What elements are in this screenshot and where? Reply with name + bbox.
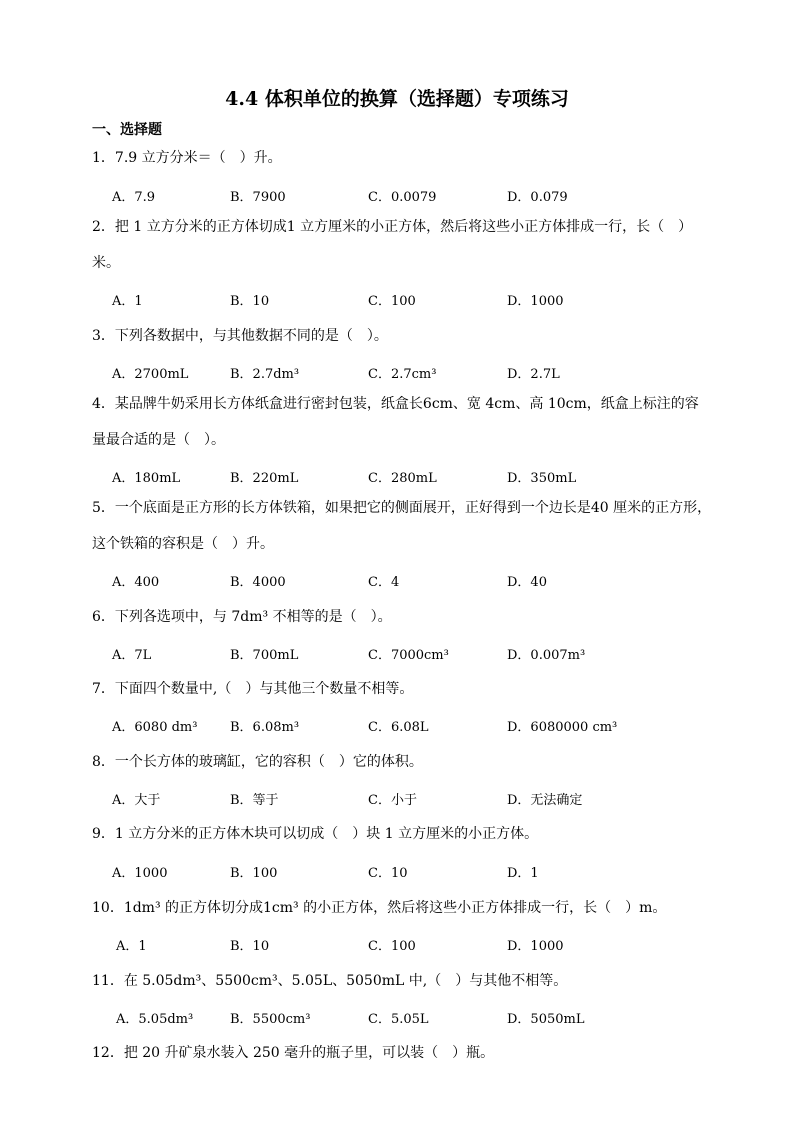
option-b[interactable]: B．6.08m³ <box>230 720 300 735</box>
question-text: 9．1 立方分米的正方体木块可以切成（ ）块 1 立方厘米的小正方体。 <box>92 826 539 842</box>
question-text: 10．1dm³ 的正方体切分成1cm³ 的小正方体，然后将这些小正方体排成一行，长（ ）m。 <box>92 900 667 916</box>
option-a[interactable]: A．1000 <box>112 866 168 881</box>
option-a[interactable]: A．400 <box>112 575 160 590</box>
option-row <box>116 1008 716 1032</box>
option-a[interactable]: A．5.05dm³ <box>116 1012 194 1027</box>
option-b[interactable]: B．220mL <box>230 471 299 486</box>
option-row <box>112 789 712 813</box>
option-b[interactable]: B．等于 <box>230 793 279 808</box>
question-text: 3．下列各数据中，与其他数据不同的是（ ）。 <box>92 328 388 344</box>
option-d[interactable]: D．无法确定 <box>507 793 583 808</box>
option-c[interactable]: C．4 <box>368 575 400 590</box>
option-d[interactable]: D．5050mL <box>507 1012 585 1027</box>
option-row <box>112 467 712 491</box>
option-c[interactable]: C．小于 <box>368 793 417 808</box>
option-c[interactable]: C．5.05L <box>368 1012 429 1027</box>
option-a[interactable]: A．6080 dm³ <box>112 720 198 735</box>
option-c[interactable]: C．280mL <box>368 471 437 486</box>
option-d[interactable]: D．1000 <box>507 939 564 954</box>
option-d[interactable]: D．1 <box>507 866 539 881</box>
option-c[interactable]: C．6.08L <box>368 720 429 735</box>
option-b[interactable]: B．4000 <box>230 575 286 590</box>
option-d[interactable]: D．0.007m³ <box>507 648 586 663</box>
option-a[interactable]: A．180mL <box>112 471 181 486</box>
question-text: 6．下列各选项中，与 7dm³ 不相等的是（ ）。 <box>92 609 392 625</box>
option-a[interactable]: A．2700mL <box>112 367 189 382</box>
option-row <box>112 716 712 740</box>
option-row <box>112 644 712 668</box>
question-text: 8．一个长方体的玻璃缸，它的容积（ ）它的体积。 <box>92 754 423 770</box>
option-b[interactable]: B．10 <box>230 939 270 954</box>
option-d[interactable]: D．350mL <box>507 471 577 486</box>
question-text: 11．在 5.05dm³、5500cm³、5.05L、5050mL 中,（ ）与其他不相等。 <box>92 973 568 989</box>
question-text: 1．7.9 立方分米＝（ ）升。 <box>92 150 282 166</box>
question-text: 12．把 20 升矿泉水装入 250 毫升的瓶子里，可以装（ ）瓶。 <box>92 1045 495 1061</box>
option-d[interactable]: D．2.7L <box>507 367 560 382</box>
option-row <box>112 571 712 595</box>
option-a[interactable]: A．7L <box>112 648 152 663</box>
option-row <box>112 290 712 314</box>
option-b[interactable]: B．700mL <box>230 648 299 663</box>
option-row <box>112 186 712 210</box>
option-d[interactable]: D．40 <box>507 575 547 590</box>
question-text: 7．下面四个数量中,（ ）与其他三个数量不相等。 <box>92 681 414 697</box>
option-d[interactable]: D．0.079 <box>507 190 568 205</box>
option-c[interactable]: C．100 <box>368 939 416 954</box>
option-d[interactable]: D．6080000 cm³ <box>507 720 618 735</box>
option-a[interactable]: A．7.9 <box>112 190 156 205</box>
page-title: 4.4 体积单位的换算（选择题）专项练习 <box>225 88 569 110</box>
question-text: 2．把 1 立方分米的正方体切成1 立方厘米的小正方体，然后将这些小正方体排成一行，长（ ）米。 <box>92 219 693 271</box>
option-b[interactable]: B．2.7dm³ <box>230 367 300 382</box>
option-b[interactable]: B．7900 <box>230 190 286 205</box>
option-row <box>112 363 712 387</box>
option-c[interactable]: C．7000cm³ <box>368 648 449 663</box>
option-b[interactable]: B．10 <box>230 294 270 309</box>
question-text: 5．一个底面是正方形的长方体铁箱，如果把它的侧面展开，正好得到一个边长是40 厘米的正方形，这个铁箱的容积是（ ）升。 <box>92 500 712 552</box>
option-c[interactable]: C．2.7cm³ <box>368 367 437 382</box>
option-b[interactable]: B．5500cm³ <box>230 1012 311 1027</box>
option-c[interactable]: C．0.0079 <box>368 190 437 205</box>
option-row <box>116 935 716 959</box>
option-d[interactable]: D．1000 <box>507 294 564 309</box>
option-c[interactable]: C．10 <box>368 866 408 881</box>
question-text: 4．某品牌牛奶采用长方体纸盒进行密封包装，纸盒长6cm、宽 4cm、高 10cm，纸盒上标注的容量最合适的是（ ）。 <box>92 396 699 448</box>
section-heading: 一、选择题 <box>92 122 162 138</box>
option-a[interactable]: A．1 <box>116 939 147 954</box>
option-row <box>112 862 712 886</box>
option-c[interactable]: C．100 <box>368 294 416 309</box>
option-a[interactable]: A．1 <box>112 294 143 309</box>
option-a[interactable]: A．大于 <box>112 793 161 808</box>
option-b[interactable]: B．100 <box>230 866 278 881</box>
